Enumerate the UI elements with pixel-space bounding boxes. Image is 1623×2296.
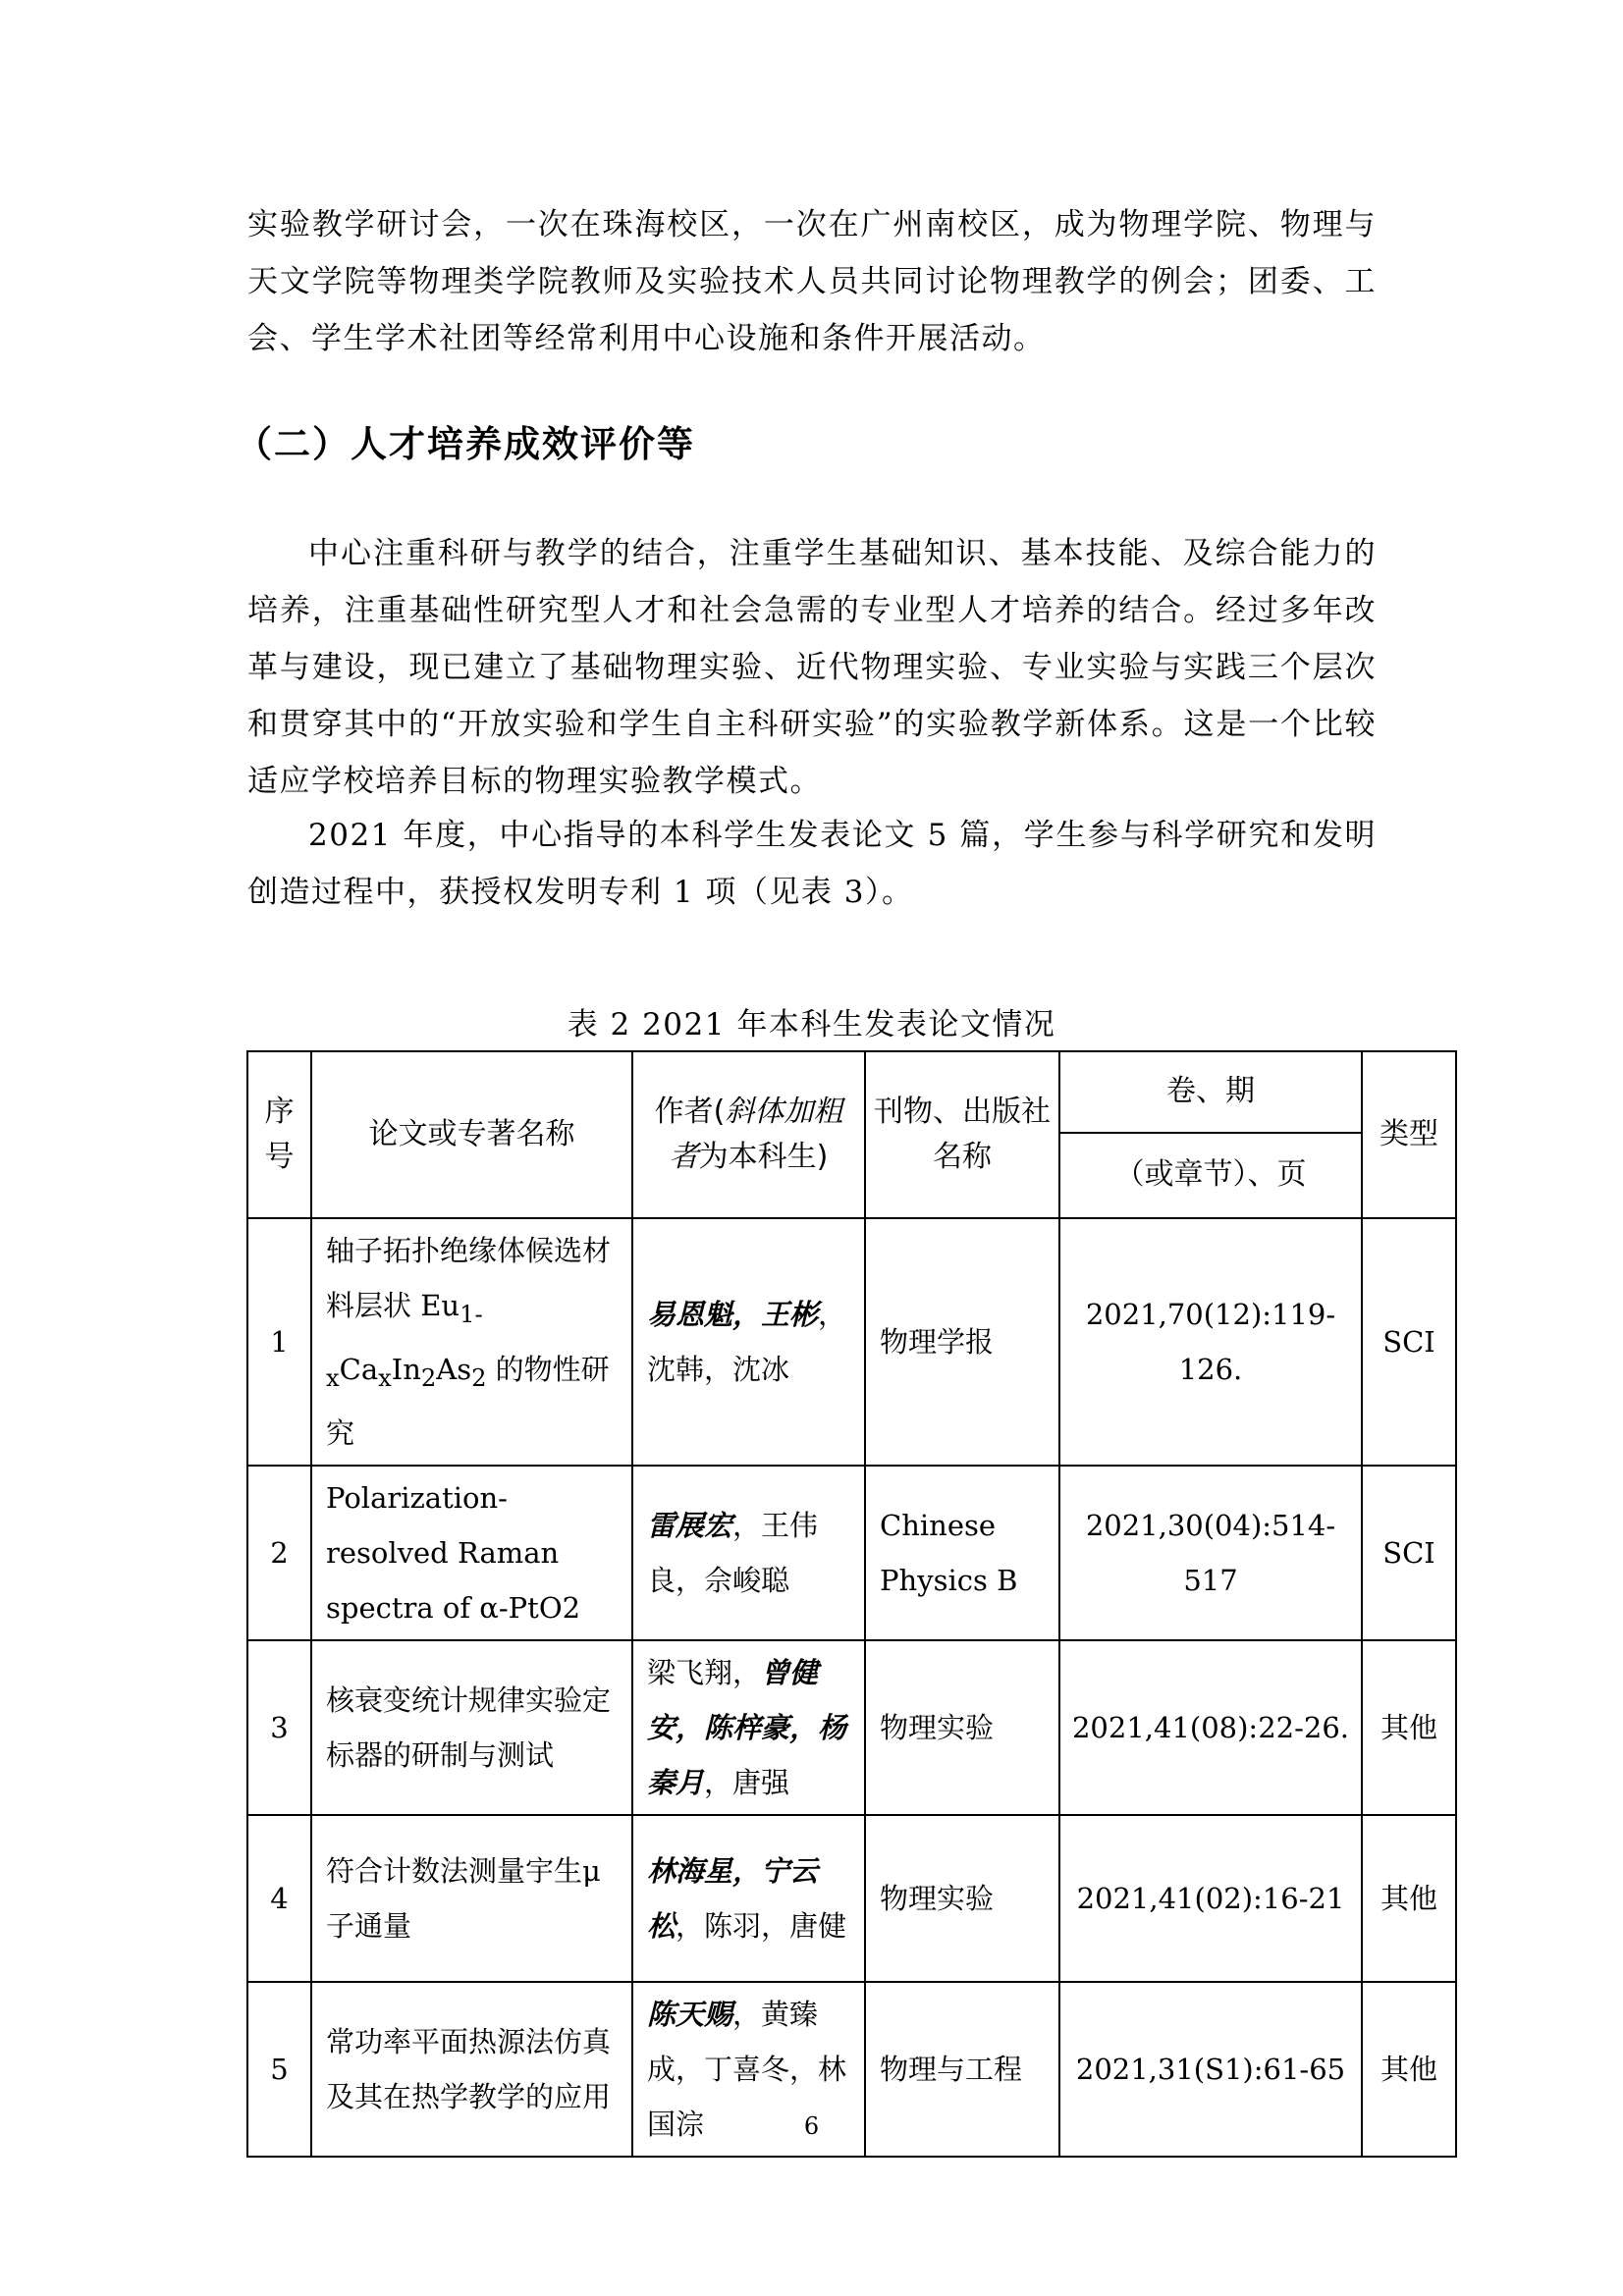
other-authors: ，王伟良，佘峻聪	[647, 1508, 819, 1597]
cell-journal: 物理实验	[865, 1640, 1059, 1815]
cell-author	[632, 1466, 865, 1640]
cell-seq: 4	[247, 1815, 311, 1982]
header-author-italic: 斜体加粗者	[669, 1095, 843, 1174]
header-volume-top: 卷、期	[1059, 1051, 1362, 1133]
student-authors: 曾健安，陈梓豪，杨秦月	[647, 1655, 847, 1799]
page-number: 6	[803, 2112, 820, 2140]
cell-journal: 物理实验	[865, 1815, 1059, 1982]
student-authors: 雷展宏	[647, 1508, 733, 1542]
other-authors: ，黄臻成，丁喜冬，林国淙	[647, 1997, 847, 2141]
table-row	[247, 1466, 1456, 1640]
title-sub: 1-	[460, 1300, 483, 1328]
title-sub: 2	[420, 1363, 437, 1392]
cell-seq: 5	[247, 1982, 311, 2157]
cell-title: 核衰变统计规律实验定标器的研制与测试	[311, 1640, 632, 1815]
cell-author	[632, 1218, 865, 1466]
header-volume-bottom: （或章节）、页	[1059, 1133, 1362, 1218]
section-heading: （二）人才培养成效评价等	[236, 423, 695, 465]
other-authors: ，唐强	[704, 1765, 790, 1799]
cell-journal: 物理学报	[865, 1218, 1059, 1466]
header-journal: 刊物、出版社名称	[865, 1051, 1059, 1218]
cell-volume: 2021,70(12):119-126.	[1059, 1218, 1362, 1466]
cell-journal: 物理与工程	[865, 1982, 1059, 2157]
cell-volume: 2021,30(04):514-517	[1059, 1466, 1362, 1640]
cell-type: SCI	[1362, 1218, 1456, 1466]
student-authors: 易恩魁，王彬	[647, 1297, 819, 1331]
table-row	[247, 1640, 1456, 1815]
cell-author	[632, 1640, 865, 1815]
cell-type: 其他	[1362, 1640, 1456, 1815]
table-row	[247, 1815, 1456, 1982]
cell-seq: 3	[247, 1640, 311, 1815]
title-sub: x	[378, 1363, 392, 1392]
header-title: 论文或专著名称	[311, 1051, 632, 1218]
other-authors: 梁飞翔，	[647, 1655, 762, 1689]
title-part: Ca	[339, 1352, 379, 1386]
header-seq: 序号	[247, 1051, 311, 1218]
other-authors: ，陈羽，唐健	[676, 1908, 847, 1943]
title-part: In	[391, 1352, 421, 1386]
cell-seq: 2	[247, 1466, 311, 1640]
paragraph-intro: 实验教学研讨会，一次在珠海校区，一次在广州南校区，成为物理学院、物理与天文学院等物理类学院教师及实验技术人员共同讨论物理教学的例会；团委、工会、学生学术社团等经常利用中心设施和条件开展活动。	[247, 207, 1377, 356]
paragraph-summary: 2021 年度，中心指导的本科学生发表论文 5 篇，学生参与科学研究和发明创造过程中，获授权发明专利 1 项（见表 3）。	[247, 818, 1377, 910]
cell-title: 常功率平面热源法仿真及其在热学教学的应用	[311, 1982, 632, 2157]
title-sub: x	[326, 1363, 340, 1392]
student-authors: 林海星，宁云松	[647, 1853, 819, 1943]
header-author	[632, 1051, 865, 1218]
header-type: 类型	[1362, 1051, 1456, 1218]
papers-table	[246, 1050, 1457, 2158]
cell-journal: Chinese Physics B	[865, 1466, 1059, 1640]
cell-volume: 2021,41(08):22-26.	[1059, 1640, 1362, 1815]
cell-author	[632, 1815, 865, 1982]
cell-title: 符合计数法测量宇生μ子通量	[311, 1815, 632, 1982]
cell-seq: 1	[247, 1218, 311, 1466]
title-part: 轴子拓扑绝缘体候选材料层状 Eu	[326, 1234, 612, 1322]
table-caption: 表 2 2021 年本科生发表论文情况	[567, 1007, 1056, 1042]
table-row	[247, 1218, 1456, 1466]
cell-title: Polarization-resolved Raman spectra of α-PtO2	[311, 1466, 632, 1640]
cell-title	[311, 1218, 632, 1466]
cell-type: SCI	[1362, 1466, 1456, 1640]
title-part: 的物性研究	[326, 1352, 610, 1450]
table-header-row	[247, 1051, 1456, 1133]
cell-type: 其他	[1362, 1982, 1456, 2157]
cell-volume: 2021,31(S1):61-65	[1059, 1982, 1362, 2157]
header-author-suffix: 为本科生)	[698, 1140, 829, 1174]
cell-type: 其他	[1362, 1815, 1456, 1982]
cell-volume: 2021,41(02):16-21	[1059, 1815, 1362, 1982]
title-part: As	[436, 1352, 472, 1386]
header-author-prefix: 作者(	[654, 1095, 726, 1129]
title-sub: 2	[471, 1363, 487, 1392]
paragraph-training: 中心注重科研与教学的结合，注重学生基础知识、基本技能、及综合能力的培养，注重基础性研究型人才和社会急需的专业型人才培养的结合。经过多年改革与建设，现已建立了基础物理实验、近代物理实验、专业实验与实践三个层次和贯穿其中的“开放实验和学生自主科研实验”的实验教学新体系。这是一个比较适应学校培养目标的物理实验教学模式。	[247, 536, 1377, 799]
student-authors: 陈天赐	[647, 1997, 733, 2031]
other-authors: ，沈韩，沈冰	[647, 1297, 847, 1386]
